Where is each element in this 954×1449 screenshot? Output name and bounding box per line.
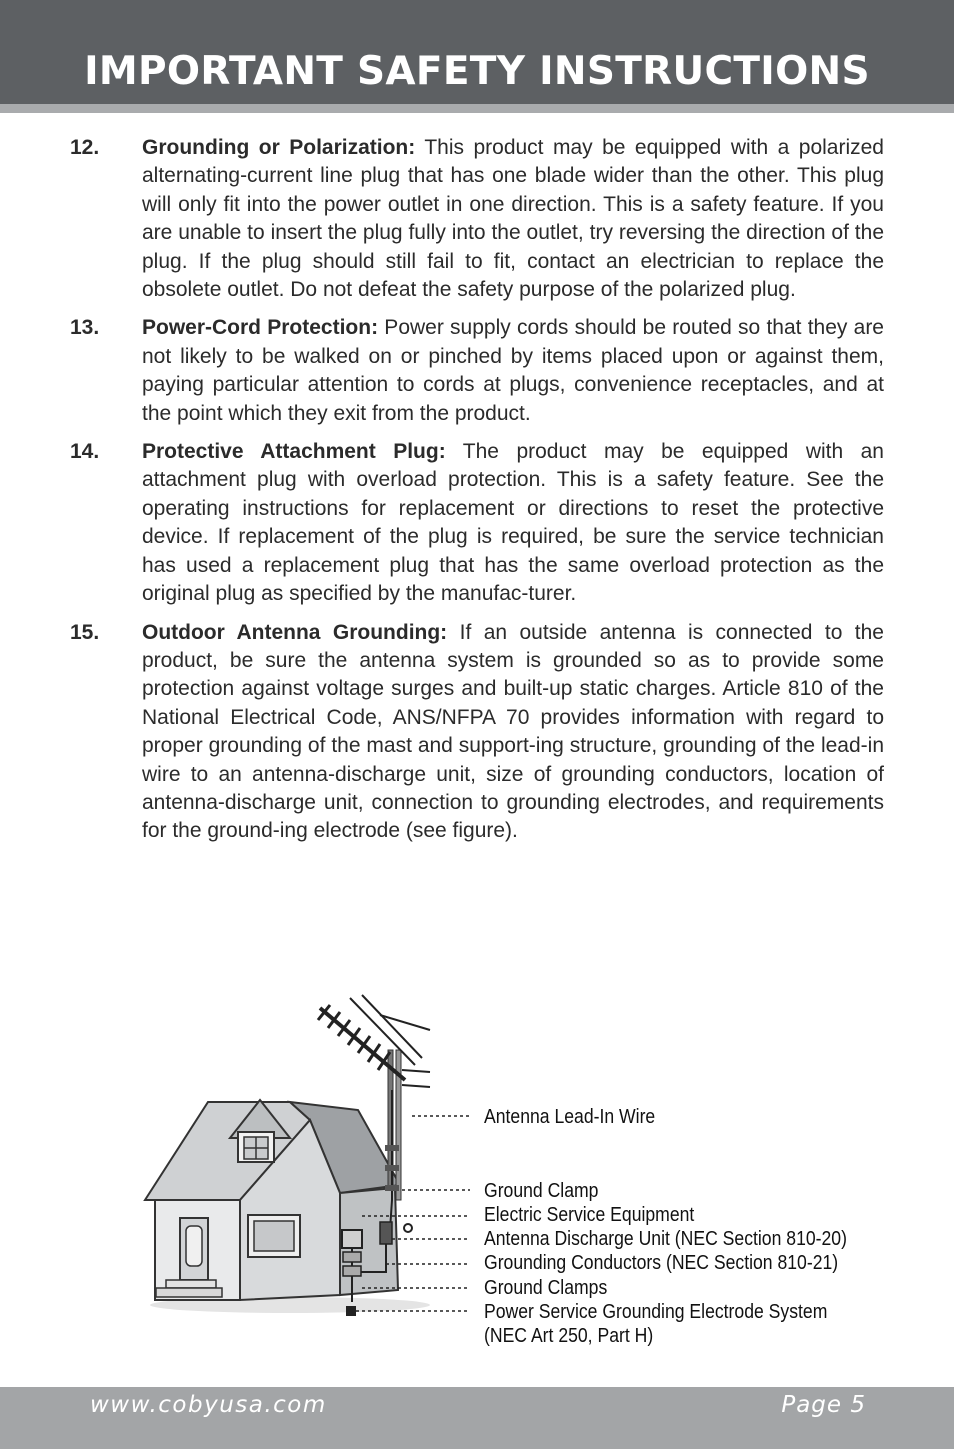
label-ground-clamp: Ground Clamp bbox=[484, 1180, 599, 1202]
website-url: www.cobyusa.com bbox=[90, 1392, 327, 1418]
item-term: Grounding or Polarization: bbox=[142, 136, 416, 159]
item-body bbox=[142, 619, 884, 846]
label-grounding-conductors: Grounding Conductors (NEC Section 810-21) bbox=[484, 1252, 839, 1274]
page-header bbox=[0, 0, 954, 113]
instructions-list bbox=[70, 134, 884, 856]
item-body bbox=[142, 314, 884, 428]
label-antenna-discharge-unit: Antenna Discharge Unit (NEC Section 810-20) bbox=[484, 1228, 847, 1250]
item-term: Outdoor Antenna Grounding: bbox=[142, 620, 448, 644]
instruction-item-14 bbox=[70, 438, 884, 608]
label-antenna-lead-in-wire: Antenna Lead-In Wire bbox=[484, 1106, 656, 1128]
item-number: 15. bbox=[70, 620, 100, 644]
page-title: IMPORTANT SAFETY INSTRUCTIONS bbox=[84, 49, 870, 94]
item-text: Power supply cords should be routed so that they are not likely to be walked on or pinched by items placed upon or against them, paying particular attention to cords at plugs, convenience receptacles, and at the point which they exit from the product. bbox=[142, 316, 884, 425]
item-number: 12. bbox=[70, 136, 100, 159]
item-number: 13. bbox=[70, 316, 100, 340]
item-body bbox=[142, 134, 884, 304]
item-text: If an outside antenna is connected to the product, be sure the antenna system is grounded so as to provide some protection against voltage surges and built-up static charges. Article 810 of the National Electrical Code, ANS/NFPA 70 provides information with regard to proper grounding of the mast and support-ing structure, grounding of the lead-in wire to an antenna-discharge unit, size of grounding conductors, location of antenna-discharge unit, connection to grounding electrodes, and requirements for the ground-ing electrode (see figure). bbox=[142, 620, 884, 843]
page-number: Page 5 bbox=[781, 1392, 866, 1418]
label-nec-reference: (NEC Art 250, Part H) bbox=[484, 1325, 654, 1347]
instruction-item-15 bbox=[70, 619, 884, 846]
instruction-item-12 bbox=[70, 134, 884, 304]
label-grounding-electrode-system: Power Service Grounding Electrode System bbox=[484, 1301, 828, 1323]
item-number: 14. bbox=[70, 440, 100, 464]
item-text: This product may be equipped with a polarized alternating-current line plug that has one blade wider than the other. This plug will only fit into the power outlet in one direction. This is a safety feature. If you are unable to insert the plug fully into the outlet, try reversing the direction of the plug. If the plug should still fail to fit, contact an electrician to replace the obsolete outlet. Do not defeat the safety purpose of the polarized plug. bbox=[142, 136, 884, 302]
house-antenna-illustration bbox=[140, 990, 480, 1360]
item-text: The product may be equipped with an attachment plug with overload protection. This is a safety feature. See the operating instructions for replacement or directions to reset the protective device. If replacement of the plug is required, be sure the service technician has used a replacement plug that has the same overload protection as the original plug as specified by the manufac-turer. bbox=[142, 440, 884, 606]
instruction-item-13 bbox=[70, 314, 884, 428]
item-term: Protective Attachment Plug: bbox=[142, 440, 446, 464]
item-term: Power-Cord Protection: bbox=[142, 316, 379, 340]
item-body bbox=[142, 438, 884, 608]
label-electric-service-equipment: Electric Service Equipment bbox=[484, 1204, 695, 1226]
page-footer bbox=[0, 1387, 954, 1449]
antenna-grounding-figure bbox=[140, 990, 900, 1360]
label-ground-clamps: Ground Clamps bbox=[484, 1277, 608, 1299]
